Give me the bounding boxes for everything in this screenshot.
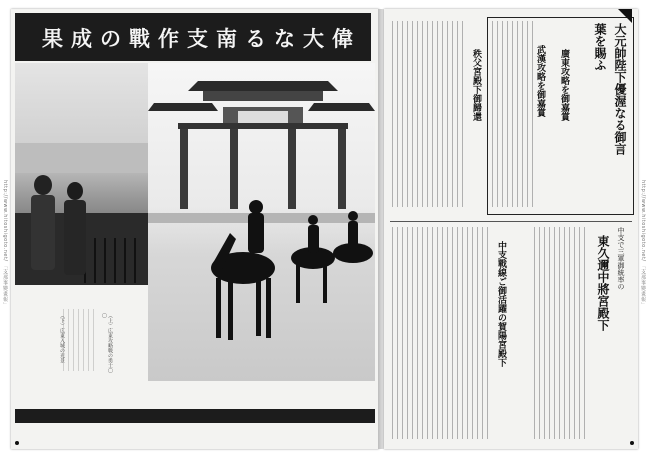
caption-top: （上）広東攻略戰の勇士〇〇 xyxy=(101,313,113,373)
box-headline-3: 武漢攻略を御嘉賞 xyxy=(535,45,545,117)
banner-title: 偉大なる南支作戰の成果 xyxy=(42,26,361,51)
watermark-left: http://www.hitoshigoto.net/ 「支那事變畫報」 xyxy=(2,180,8,308)
box-headline-4: 秩父宮殿下御歸還 xyxy=(471,49,481,121)
lower-right-text xyxy=(534,227,588,439)
watermark-right: http://www.hitoshigoto.net/ 「支那事變畫報」 xyxy=(640,180,646,308)
cavalry-illustration xyxy=(148,63,375,381)
page-marker-right xyxy=(630,441,634,445)
left-column-text xyxy=(392,21,466,207)
corner-mark xyxy=(618,9,632,23)
photo-cavalry xyxy=(148,63,375,381)
box-headline-1: 大元帥陛下優渥なる御言葉を賜ふ xyxy=(593,23,627,155)
bottom-bar xyxy=(15,409,375,423)
headline-center: 中支戰線ご御活躍の賀陽宮殿下 xyxy=(496,241,506,367)
headline-right-small: 中支で三軍御統率の xyxy=(617,227,625,290)
box-headline-2: 廣東攻略を御嘉賞 xyxy=(559,49,569,121)
photo-officers xyxy=(15,63,148,285)
lower-left-text xyxy=(392,227,488,439)
caption-bottom: （下）広東入城の光景 xyxy=(59,313,65,363)
caption-text-block xyxy=(63,309,95,371)
left-page xyxy=(11,9,379,449)
officers-illustration xyxy=(15,63,148,285)
horizontal-divider xyxy=(390,221,632,222)
right-page xyxy=(384,9,638,449)
page-marker-left xyxy=(15,441,19,445)
box-body-text xyxy=(492,21,534,207)
headline-right-big: 東久邇中將宮殿下 xyxy=(596,235,610,331)
